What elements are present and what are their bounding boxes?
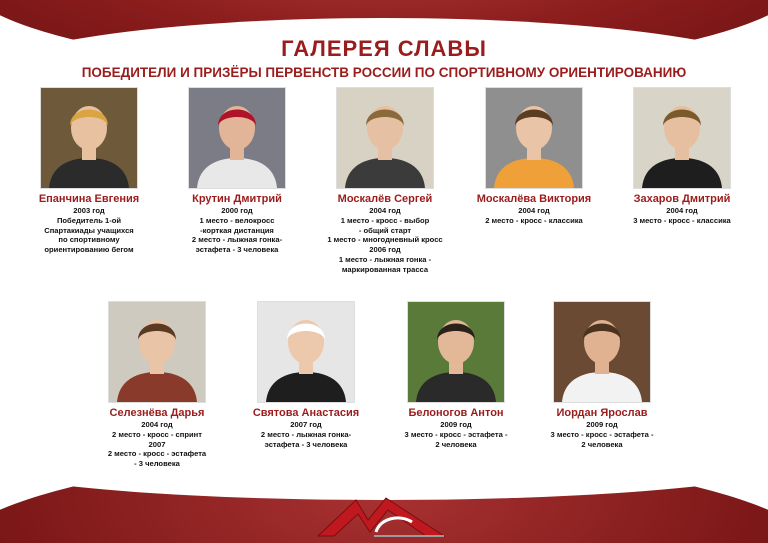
athlete-photo (257, 301, 355, 403)
portrait-graphic (109, 302, 205, 402)
athlete-name: Крутин Дмитрий (192, 193, 282, 205)
athlete-details: 2009 год 3 место - кросс - эстафета - 2 человека (550, 420, 654, 449)
portrait-graphic (41, 88, 137, 188)
athlete-details: 2004 год 2 место - кросс - спринт 2007 2 место - кросс - эстафета - 3 человека (107, 420, 207, 469)
portrait-graphic (486, 88, 582, 188)
athlete-name: Москалёва Виктория (476, 193, 592, 205)
portrait-graphic (189, 88, 285, 188)
athlete-photo (407, 301, 505, 403)
page-title: ГАЛЕРЕЯ СЛАВЫ (281, 36, 487, 61)
athlete-card (381, 301, 531, 449)
portrait-graphic (554, 302, 650, 402)
athlete-name: Москалёв Сергей (337, 193, 433, 205)
athlete-details: 2003 год Победитель 1-ой Спартакиады учащихся по спортивному ориентированию бегом (44, 206, 134, 255)
athlete-details: 2009 год 3 место - кросс - эстафета - 2 человека (404, 420, 508, 449)
athlete-details: 2000 год 1 место - велокросс -корткая дистанция 2 место - лыжная гонка- эстафета - 3 человека (191, 206, 283, 255)
athlete-name: Захаров Дмитрий (633, 193, 731, 205)
athlete-name: Святова Анастасия (252, 407, 360, 419)
athlete-card (527, 301, 677, 449)
athlete-photo (336, 87, 434, 189)
athlete-details: 2007 год 2 место - лыжная гонка- эстафета - 3 человека (260, 420, 352, 449)
athlete-card (607, 87, 757, 226)
athlete-photo (485, 87, 583, 189)
athlete-card (162, 87, 312, 255)
athlete-photo (188, 87, 286, 189)
athlete-details: 2004 год 3 место - кросс - классика (633, 206, 731, 225)
athlete-card (231, 301, 381, 449)
athlete-name: Белоногов Антон (408, 407, 504, 419)
ms-logo-icon (316, 492, 446, 538)
athlete-photo (108, 301, 206, 403)
athlete-photo (40, 87, 138, 189)
portrait-graphic (258, 302, 354, 402)
athlete-name: Селезнёва Дарья (109, 407, 205, 419)
athlete-photo (553, 301, 651, 403)
portrait-graphic (408, 302, 504, 402)
athlete-card (82, 301, 232, 469)
athlete-details: 2004 год 2 место - кросс - классика (485, 206, 583, 225)
athlete-card (459, 87, 609, 226)
athlete-card (14, 87, 164, 255)
athlete-name: Иордан Ярослав (556, 407, 648, 419)
athlete-details: 2004 год 1 место - кросс - выбор - общий старт 1 место - многодневный кросс 2006 год 1 место - лыжная гонка - маркированная трасса (327, 206, 443, 274)
portrait-graphic (634, 88, 730, 188)
page-subtitle: ПОБЕДИТЕЛИ И ПРИЗЁРЫ ПЕРВЕНСТВ РОССИИ ПО СПОРТИВНОМУ ОРИЕНТИРОВАНИЮ (81, 65, 687, 80)
athlete-name: Епанчина Евгения (38, 193, 140, 205)
athlete-card (310, 87, 460, 275)
portrait-graphic (337, 88, 433, 188)
athlete-photo (633, 87, 731, 189)
